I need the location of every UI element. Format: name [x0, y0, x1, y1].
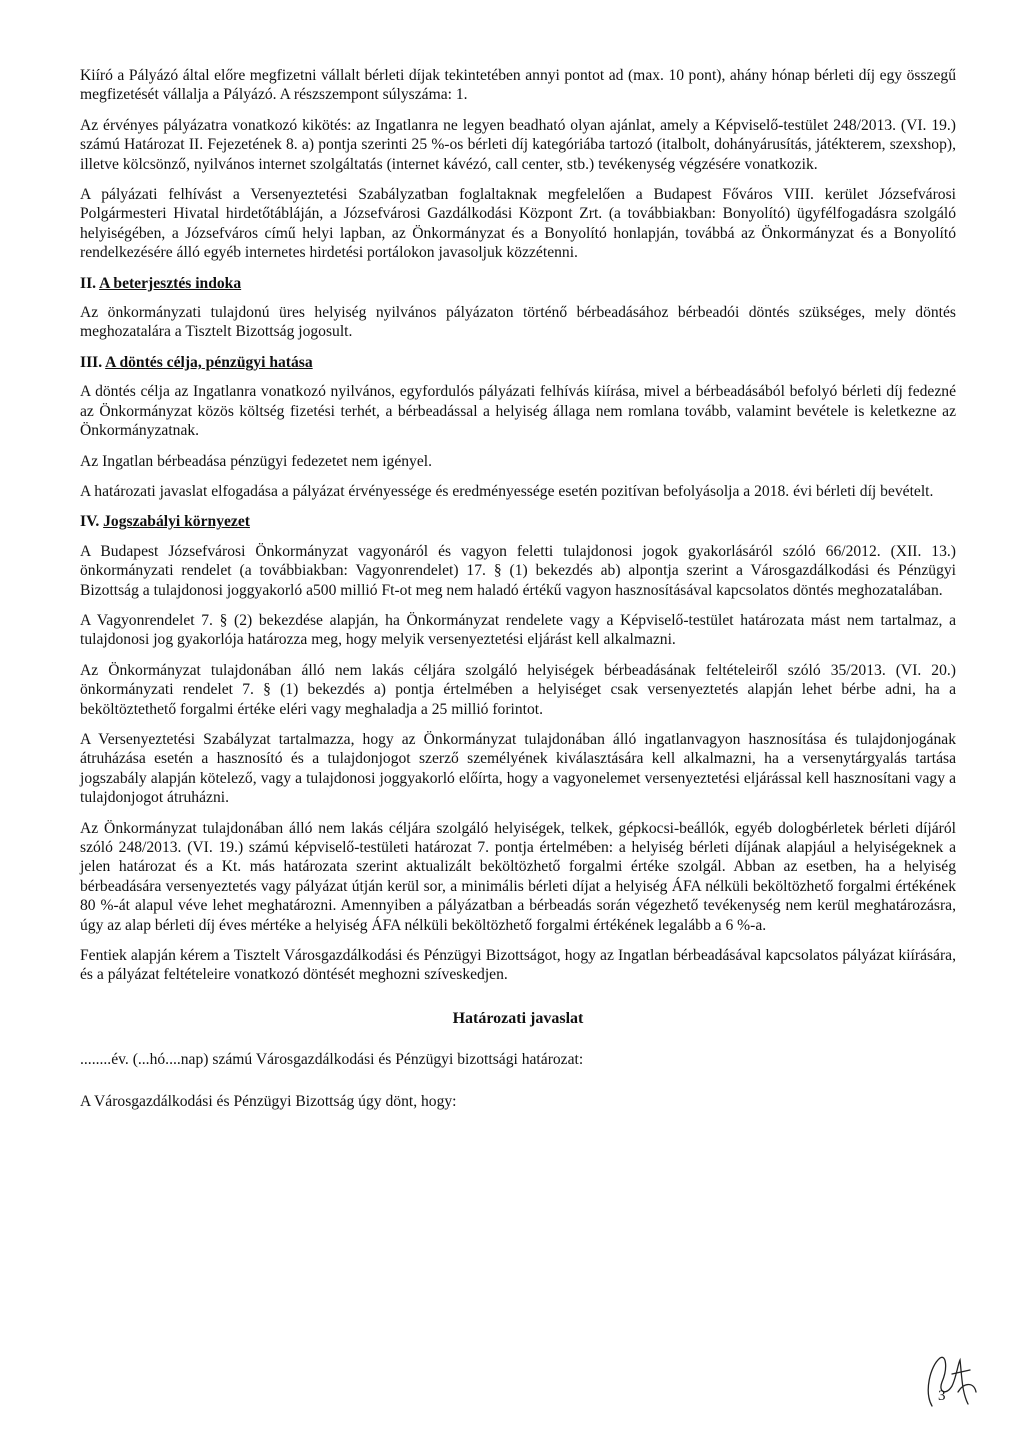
page-number: 3 — [938, 1388, 946, 1404]
section-title: A beterjesztés indoka — [99, 274, 242, 292]
section-title: Jogszabályi környezet — [103, 513, 250, 531]
paragraph-valid-bid-condition: Az érvényes pályázatra vonatkozó kikötés: az Ingatlanra ne legyen beadható olyan ajánlat, amely a Képviselő-testület 248/2013. (VI. 19.) számú Határozat II. Fejezetének 8. a) pontja szerinti 25 %-os bérleti díj kategóriába tartozó (italbolt, dohányárusítás, játékterem, szexshop), illetve kölcsönző, nyilvános internet szolgáltatás (internet kávézó, call center, stb.) tevékenység végzésére vonatkozik. — [80, 116, 956, 173]
paragraph-scoring: Kiíró a Pályázó által előre megfizetni vállalt bérleti díjak tekintetében annyi pontot ad (max. 10 pont), ahány hónap bérleti díj egy összegű megfizetését vállalja a Pályázó. A részszempont súlyszáma: 1. — [80, 67, 956, 104]
paragraph: Az Önkormányzat tulajdonában álló nem lakás céljára szolgáló helyiségek bérbeadásának feltételeiről szóló 35/2013. (VI. 20.) önkormányzati rendelet 7. § (1) bekezdés a) pontja értelmében a helyiséget csak versenyeztetés alapján lehet bérbe adni, ha a beköltöztethető forgalmi értéke eléri vagy meghaladja a 25 millió forintot. — [80, 661, 956, 718]
paragraph: Fentiek alapján kérem a Tisztelt Városgazdálkodási és Pénzügyi Bizottságot, hogy az Ingatlan bérbeadásával kapcsolatos pályázat kiírására, és a pályázat feltételeire vonatkozó döntését meghozni szíveskedjen. — [80, 947, 956, 984]
resolution-decision-line: A Városgazdálkodási és Pénzügyi Bizottság úgy dönt, hogy: — [80, 1092, 457, 1110]
paragraph: A Versenyeztetési Szabályzat tartalmazza, hogy az Önkormányzat tulajdonában álló ingatlanvagyon hasznosítása és tulajdonjogának átruházása esetén a hasznosító és a tulajdonjogot szerző személyének kiválasztására kell alkalmazni, ha a versenytárgyalás tartása jogszabály alapján kötelező, vagy a tulajdonosi joggyakorló előírta, hogy a vagyonelemet versenyeztetési eljárással kell hasznosítani vagy a tulajdonjogot átruházni. — [80, 730, 956, 807]
resolution-heading: Határozati javaslat — [452, 1009, 584, 1027]
paragraph: A döntés célja az Ingatlanra vonatkozó nyilvános, egyfordulós pályázati felhívás kiírása, mivel a bérbeadásából befolyó bérleti díj fedezné az Önkormányzat közös költség fizetési terhét, a bérbeadással a helyiség állaga nem romlana tovább, valamint bevétele is keletkezne az Önkormányzatnak. — [80, 383, 956, 440]
paragraph: Az Önkormányzat tulajdonában álló nem lakás céljára szolgáló helyiségek, telkek, gépkocsi-beállók, egyéb dologbérletek bérleti díjáról szóló 248/2013. (VI. 19.) számú képviselő-testületi határozat 7. pontja értelmében: a helyiség bérleti díjának alapjául a helyiségeknek a jelen határozat és a Kt. más határozata szerint aktualizált beköltözhető forgalmi értéke szolgál. Abban az esetben, ha a helyiség bérbeadására versenyeztetés vagy pályázat útján kerül sor, a minimális bérleti díjat a helyiség ÁFA nélküli beköltözhető forgalmi értékének 80 %-át alapul véve lehet meghatározni. Amennyiben a pályázatban a bérbeadás során végezhető tevékenység nem kerül meghatározásra, úgy az alap bérleti díj éves mértéke a helyiség ÁFA nélküli beköltözhető forgalmi értékének legalább a 6 %-a. — [80, 819, 956, 934]
section-number: III. — [80, 353, 103, 371]
section-title: A döntés célja, pénzügyi hatása — [105, 353, 313, 371]
handwritten-signature — [918, 1352, 982, 1414]
section-number: IV. — [80, 513, 100, 531]
document-page — [80, 66, 956, 1122]
section-heading-legal — [80, 512, 956, 531]
paragraph: Az önkormányzati tulajdonú üres helyiség nyilvános pályázaton történő bérbeadásához bérbeadói döntés szükséges, mely döntés meghozatalára a Tisztelt Bizottság jogosult. — [80, 304, 956, 341]
section-heading-purpose — [80, 353, 956, 372]
section-heading-reason — [80, 274, 956, 293]
paragraph: A határozati javaslat elfogadása a pályázat érvényessége és eredményessége esetén pozitívan befolyásolja a 2018. évi bérleti díj bevételt. — [80, 482, 934, 500]
section-number: II. — [80, 274, 97, 292]
paragraph-publication: A pályázati felhívást a Versenyeztetési Szabályzatban foglaltaknak megfelelően a Budapest Főváros VIII. kerület Józsefvárosi Polgármesteri Hivatal hirdetőtábláján, a Józsefvárosi Gazdálkodási Központ Zrt. (a továbbiakban: Bonyolító) ügyfélfogadásra szolgáló helyiségében, a Józsefváros című helyi lapban, az Önkormányzat és a Bonyolító honlapján, továbbá az Önkormányzat és a Bonyolító rendelkezésére álló egyéb internetes hirdetési portálokon javasoljuk közzétenni. — [80, 186, 956, 262]
paragraph: A Vagyonrendelet 7. § (2) bekezdése alapján, ha Önkormányzat rendelete vagy a Képviselő-testület határozata mást nem tartalmaz, a tulajdonosi jog gyakorlója határozza meg, hogy melyik versenyeztetési eljárást kell alkalmazni. — [80, 611, 956, 649]
paragraph: Az Ingatlan bérbeadása pénzügyi fedezetet nem igényel. — [80, 452, 432, 470]
paragraph: A Budapest Józsefvárosi Önkormányzat vagyonáról és vagyon feletti tulajdonosi jogok gyakorlásáról szóló 66/2012. (XII. 13.) önkormányzati rendelet (a továbbiakban: Vagyonrendelet) 17. § (1) bekezdés ab) alpontja szerint a Városgazdálkodási és Pénzügyi Bizottság a tulajdonosi joggyakorló a500 millió Ft-ot meg nem haladó értékű vagyon hasznosításával kapcsolatos döntés meghozatalában. — [80, 542, 956, 599]
resolution-number-line: ........év. (...hó....nap) számú Városgazdálkodási és Pénzügyi bizottsági határozat: — [80, 1051, 584, 1069]
